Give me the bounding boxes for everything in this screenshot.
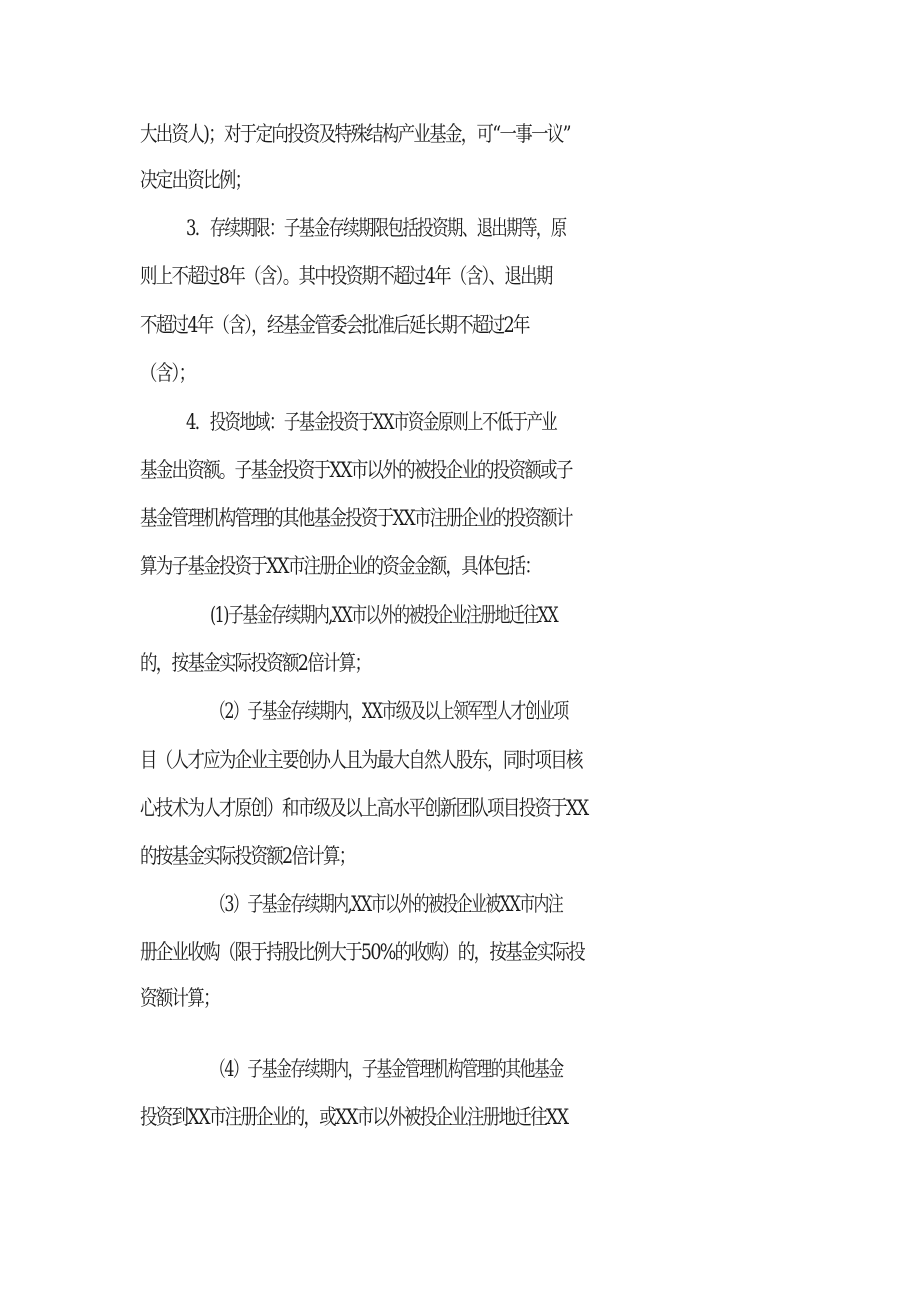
text-line: 则上不超过8年（含）。其中投资期不超过4年（含）、退出期 <box>140 264 552 288</box>
text-line: 4．投资地域：子基金投资于XX市资金原则上不低于产业 <box>186 410 557 434</box>
text-line: 基金出资额。子基金投资于XX市以外的被投企业的投资额或子 <box>140 458 572 482</box>
text-line: 资额计算； <box>140 986 219 1010</box>
text-line: （4）子基金存续期内，子基金管理机构管理的其他基金 <box>210 1057 563 1081</box>
text-line: 的，按基金实际投资额2倍计算； <box>140 651 371 675</box>
text-line: 的按基金实际投资额2倍计算； <box>140 844 355 868</box>
text-line: 3．存续期限：子基金存续期限包括投资期、退出期等，原 <box>186 216 566 240</box>
text-line: （3）子基金存续期内,XX市以外的被投企业被XX市内注 <box>210 892 563 916</box>
text-line: 基金管理机构管理的其他基金投资于XX市注册企业的投资额计 <box>140 506 572 530</box>
text-line: （含）； <box>140 361 195 385</box>
text-line: (1)子基金存续期内,XX市以外的被投企业注册地迁往XX <box>210 603 558 627</box>
text-line: 投资到XX市注册企业的，或XX市以外被投企业注册地迁往XX <box>140 1105 568 1129</box>
text-line: 目（人才应为企业主要创办人且为最大自然人股东，同时项目核 <box>140 748 582 772</box>
text-line: 决定出资比例； <box>140 168 251 192</box>
text-line: 册企业收购（限于持股比例大于50%的收购）的，按基金实际投 <box>140 940 585 964</box>
text-line: 不超过4年（含），经基金管委会批准后延长期不超过2年 <box>140 313 529 337</box>
text-line: （2）子基金存续期内，XX市级及以上领军型人才创业项 <box>210 699 568 723</box>
text-line: 大出资人)；对于定向投资及特殊结构产业基金，可“一事一议” <box>140 122 570 146</box>
text-line: 心技术为人才原创）和市级及以上高水平创新团队项目投资于XX <box>140 796 588 820</box>
text-line: 算为子基金投资于XX市注册企业的资金金额，具体包括： <box>140 554 541 578</box>
